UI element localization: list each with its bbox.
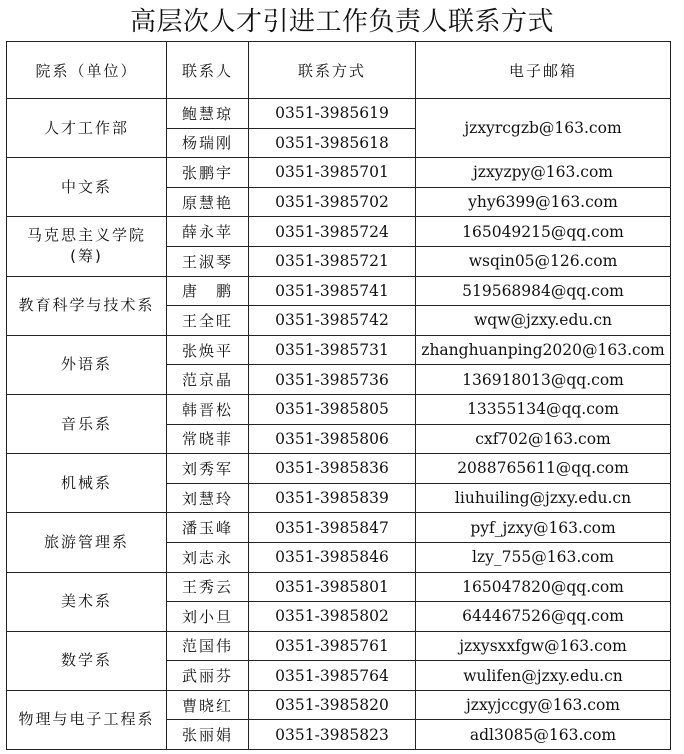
- contact-name-cell: 韩晋松: [167, 394, 249, 424]
- contact-name-cell: 薛永苹: [167, 217, 249, 247]
- table-row: [7, 99, 671, 129]
- contact-name-cell: 杨瑞刚: [167, 128, 249, 158]
- email-cell: zhanghuanping2020@163.com: [416, 335, 671, 365]
- contact-name-cell: 刘志永: [167, 542, 249, 572]
- table-row: [7, 394, 671, 424]
- header-contact-person: 联系人: [167, 42, 249, 99]
- department-cell: 音乐系: [7, 394, 167, 453]
- phone-cell: 0351-3985724: [249, 217, 416, 247]
- phone-cell: 0351-3985741: [249, 276, 416, 306]
- table-body: [7, 99, 671, 750]
- table-header: [7, 42, 671, 99]
- contact-name-cell: 原慧艳: [167, 187, 249, 217]
- table-row: [7, 158, 671, 188]
- phone-cell: 0351-3985761: [249, 631, 416, 661]
- department-cell: 物理与电子工程系: [7, 690, 167, 749]
- phone-cell: 0351-3985731: [249, 335, 416, 365]
- department-cell: 教育科学与技术系: [7, 276, 167, 335]
- contact-name-cell: 张鹏宇: [167, 158, 249, 188]
- contact-name-cell: 范京晶: [167, 365, 249, 395]
- phone-cell: 0351-3985847: [249, 513, 416, 543]
- page-title: 高层次人才引进工作负责人联系方式: [129, 7, 554, 37]
- header-department: 院系（单位）: [7, 42, 167, 99]
- email-cell: wulifen@jzxy.edu.cn: [416, 661, 671, 691]
- contact-name-cell: 张丽娟: [167, 720, 249, 750]
- phone-cell: 0351-3985846: [249, 542, 416, 572]
- header-row: [7, 42, 671, 99]
- table-row: [7, 454, 671, 484]
- contact-table: [6, 41, 671, 750]
- table-row: [7, 572, 671, 602]
- department-cell: 人才工作部: [7, 99, 167, 158]
- email-cell: wsqin05@126.com: [416, 246, 671, 276]
- department-cell: 旅游管理系: [7, 513, 167, 572]
- email-cell: pyf_jzxy@163.com: [416, 513, 671, 543]
- email-cell: wqw@jzxy.edu.cn: [416, 306, 671, 336]
- contact-name-cell: 王全旺: [167, 306, 249, 336]
- phone-cell: 0351-3985802: [249, 602, 416, 632]
- phone-cell: 0351-3985764: [249, 661, 416, 691]
- contact-name-cell: 刘小旦: [167, 602, 249, 632]
- contact-name-cell: 曹晓红: [167, 690, 249, 720]
- contact-name-cell: 刘秀军: [167, 454, 249, 484]
- phone-cell: 0351-3985618: [249, 128, 416, 158]
- email-cell: yhy6399@163.com: [416, 187, 671, 217]
- phone-cell: 0351-3985820: [249, 690, 416, 720]
- department-cell: 机械系: [7, 454, 167, 513]
- department-cell: [7, 217, 167, 276]
- table-row: [7, 335, 671, 365]
- email-cell: 2088765611@qq.com: [416, 454, 671, 484]
- phone-cell: 0351-3985836: [249, 454, 416, 484]
- email-cell: 136918013@qq.com: [416, 365, 671, 395]
- phone-cell: 0351-3985721: [249, 246, 416, 276]
- phone-cell: 0351-3985702: [249, 187, 416, 217]
- email-cell: 519568984@qq.com: [416, 276, 671, 306]
- email-cell: liuhuiling@jzxy.edu.cn: [416, 483, 671, 513]
- email-cell: 13355134@qq.com: [416, 394, 671, 424]
- phone-cell: 0351-3985805: [249, 394, 416, 424]
- phone-cell: 0351-3985736: [249, 365, 416, 395]
- department-cell: 美术系: [7, 572, 167, 631]
- phone-cell: 0351-3985839: [249, 483, 416, 513]
- contact-name-cell: 范国伟: [167, 631, 249, 661]
- phone-cell: 0351-3985801: [249, 572, 416, 602]
- email-cell: 644467526@qq.com: [416, 602, 671, 632]
- contact-name-cell: 刘慧玲: [167, 483, 249, 513]
- department-cell: 数学系: [7, 631, 167, 690]
- department-cell: 外语系: [7, 335, 167, 394]
- email-cell: adl3085@163.com: [416, 720, 671, 750]
- contact-name-cell: 王淑琴: [167, 246, 249, 276]
- header-phone: 联系方式: [249, 42, 416, 99]
- phone-cell: 0351-3985701: [249, 158, 416, 188]
- email-cell: 165049215@qq.com: [416, 217, 671, 247]
- table-row: [7, 513, 671, 543]
- email-cell: lzy_755@163.com: [416, 542, 671, 572]
- email-cell: jzxyjccgy@163.com: [416, 690, 671, 720]
- contact-name-cell: 唐 鹏: [167, 276, 249, 306]
- header-email: 电子邮箱: [416, 42, 671, 99]
- department-name-line1: 马克思主义学院: [26, 226, 146, 245]
- contact-name-cell: 王秀云: [167, 572, 249, 602]
- phone-cell: 0351-3985823: [249, 720, 416, 750]
- phone-cell: 0351-3985619: [249, 99, 416, 129]
- phone-cell: 0351-3985806: [249, 424, 416, 454]
- table-row: [7, 276, 671, 306]
- contact-name-cell: 张焕平: [167, 335, 249, 365]
- phone-cell: 0351-3985742: [249, 306, 416, 336]
- department-cell: 中文系: [7, 158, 167, 217]
- table-row: [7, 631, 671, 661]
- department-name-line2: (筹): [70, 247, 103, 266]
- email-cell: 165047820@qq.com: [416, 572, 671, 602]
- contact-name-cell: 常晓菲: [167, 424, 249, 454]
- contact-name-cell: 潘玉峰: [167, 513, 249, 543]
- contact-name-cell: 武丽芬: [167, 661, 249, 691]
- email-cell: jzxyzpy@163.com: [416, 158, 671, 188]
- email-cell: cxf702@163.com: [416, 424, 671, 454]
- table-row: [7, 217, 671, 247]
- email-cell: jzxysxxfgw@163.com: [416, 631, 671, 661]
- email-cell: jzxyrcgzb@163.com: [416, 99, 671, 158]
- contact-name-cell: 鲍慧琼: [167, 99, 249, 129]
- table-row: [7, 690, 671, 720]
